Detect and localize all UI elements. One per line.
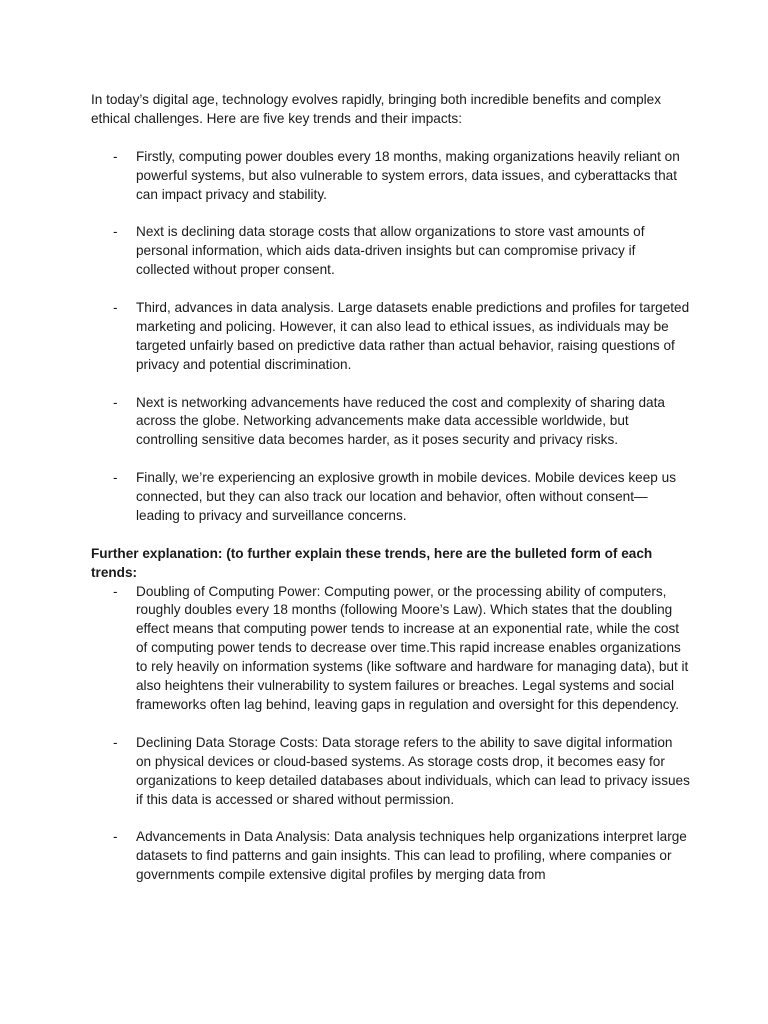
explanation-text: Declining Data Storage Costs: Data storage refers to the ability to save digital information on physical devices or cloud-based systems. As storage costs drop, it becomes easy for organizations to keep detailed databases about individuals, which can lead to privacy issues if this data is accessed or shared without permission. — [136, 734, 690, 807]
trends-list — [91, 148, 691, 526]
trend-text: Finally, we’re experiencing an explosive growth in mobile devices. Mobile devices keep us connected, but they can also track our location and behavior, often without consent—leading to privacy and surveillance concerns. — [136, 470, 676, 523]
trend-text: Firstly, computing power doubles every 18 months, making organizations heavily reliant on powerful systems, but also vulnerable to system errors, data issues, and cyberattacks that can impact privacy and stability. — [136, 148, 680, 202]
bullet-dash: - — [113, 470, 118, 486]
bullet-dash: - — [113, 734, 118, 750]
list-item — [91, 223, 691, 280]
list-item — [91, 148, 691, 205]
further-explanation-heading: Further explanation: (to further explain these trends, here are the bulleted form of each trends: — [91, 545, 653, 580]
bullet-dash: - — [113, 300, 118, 316]
list-item — [91, 828, 691, 885]
bullet-dash: - — [113, 829, 118, 845]
explanation-text: Advancements in Data Analysis: Data analysis techniques help organizations interpret large datasets to find patterns and gain insights. This can lead to profiling, where companies or governments compile extensive digital profiles by merging data from — [136, 829, 687, 883]
intro-paragraph: In today’s digital age, technology evolves rapidly, bringing both incredible benefits and complex ethical challenges. Here are five key trends and their impacts: — [91, 92, 662, 126]
bullet-dash: - — [113, 224, 118, 240]
list-item — [91, 734, 691, 810]
list-item — [91, 394, 691, 451]
list-item — [91, 299, 691, 375]
trend-text: Next is declining data storage costs that allow organizations to store vast amounts of personal information, which aids data-driven insights but can compromise privacy if collected without proper consent. — [136, 224, 645, 278]
list-item — [91, 583, 691, 715]
bullet-dash: - — [113, 394, 118, 410]
list-item — [91, 469, 691, 526]
bullet-dash: - — [113, 583, 118, 599]
trend-text: Third, advances in data analysis. Large datasets enable predictions and profiles for targeted marketing and policing. However, it can also lead to ethical issues, as individuals may be targeted unfairly based on predictive data rather than actual behavior, raising questions of privacy and potential discrimination. — [136, 300, 690, 372]
trend-text: Next is networking advancements have reduced the cost and complexity of sharing data across the globe. Networking advancements make data accessible worldwide, but controlling sensitive data becomes harder, as it poses security and privacy risks. — [136, 394, 665, 448]
bullet-dash: - — [113, 148, 118, 164]
explanations-list — [91, 583, 691, 885]
explanation-text: Doubling of Computing Power: Computing power, or the processing ability of computers, roughly doubles every 18 months (following Moore’s Law). Which states that the doubling effect means that computing power tends to increase at an exponential rate, while the cost of computing power tends to decrease over time.This rapid increase enables organizations to rely heavily on information systems (like software and hardware for managing data), but it also heightens their vulnerability to system failures or breaches. Legal systems and social frameworks often lag behind, leaving gaps in regulation and oversight for this dependency. — [136, 583, 689, 713]
document-page — [91, 91, 691, 885]
